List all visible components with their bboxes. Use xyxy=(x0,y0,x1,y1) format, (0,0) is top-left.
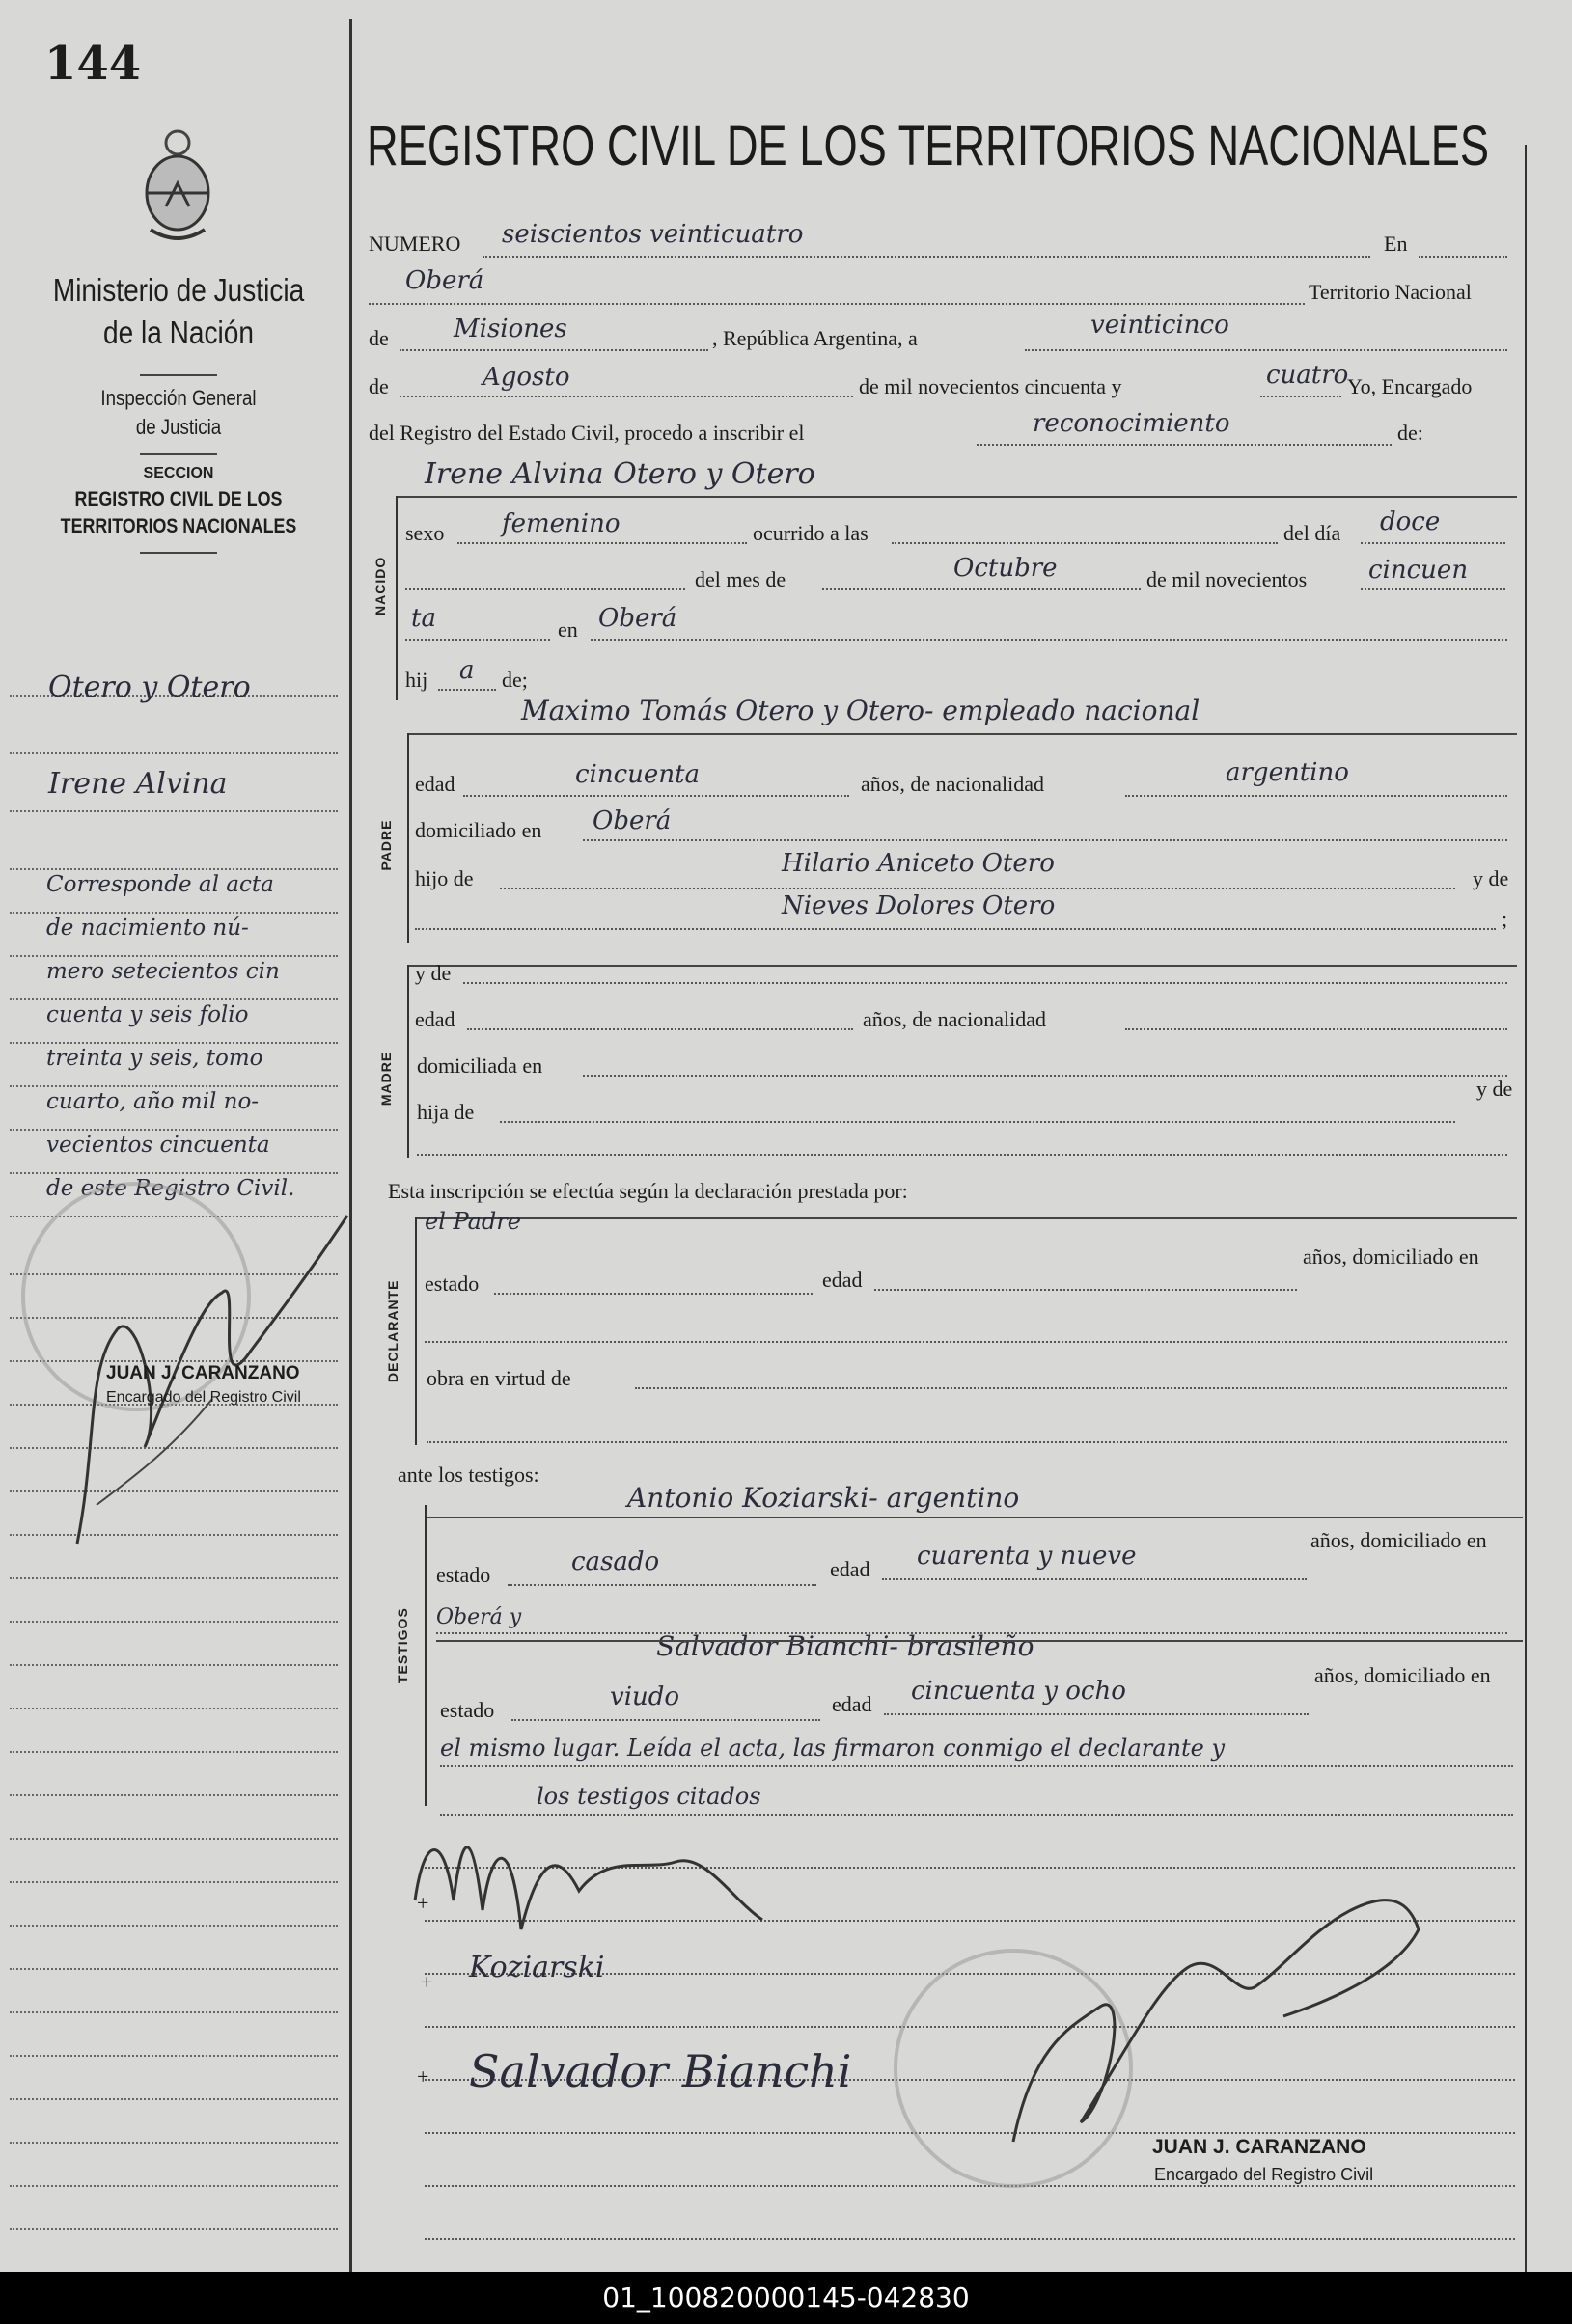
hij-value: a xyxy=(459,656,475,685)
hij-label: hij xyxy=(405,668,428,692)
w1-anos-label: años, domiciliado en xyxy=(1310,1528,1487,1552)
dia-value: doce xyxy=(1380,507,1441,536)
mil-label: de mil novecientos cincuenta y xyxy=(859,374,1122,398)
madre-edad-label: edad xyxy=(415,1007,455,1031)
page-title: REGISTRO CIVIL DE LOS TERRITORIOS NACIONALES xyxy=(367,115,1490,178)
padre-side-label: PADRE xyxy=(378,819,394,871)
place-value: Oberá xyxy=(405,266,484,295)
padre-parent-1: Hilario Aniceto Otero xyxy=(782,849,1055,878)
numero-label: NUMERO xyxy=(369,232,461,256)
madre-domicilio-label: domiciliada en xyxy=(417,1053,543,1078)
margin-note-line: mero setecientos cin xyxy=(46,959,280,984)
de-label: de xyxy=(369,326,389,350)
divider xyxy=(140,453,217,455)
ministry-line-2: de la Nación xyxy=(103,314,254,350)
nacido-lugar: Oberá xyxy=(598,604,677,633)
en-label: en xyxy=(558,617,578,642)
witness-1-name: Antonio Koziarski- argentino xyxy=(627,1482,1020,1514)
inspection-line-2: de Justicia xyxy=(135,415,222,439)
nacido-side-label: NACIDO xyxy=(372,556,388,615)
signature-left xyxy=(58,1158,376,1563)
witness-2-edad: cincuenta y ocho xyxy=(911,1677,1126,1706)
section-line-1: REGISTRO CIVIL DE LOS xyxy=(74,488,283,510)
witness-2-estado: viudo xyxy=(610,1682,680,1711)
signature-mark: + xyxy=(421,1970,433,1994)
ministry-line-1: Ministerio de Justicia xyxy=(52,272,305,308)
padre-domicilio: Oberá xyxy=(593,807,672,835)
section-line-2: TERRITORIOS NACIONALES xyxy=(60,515,297,537)
right-border xyxy=(1525,145,1527,2272)
madre-y-de-end-label: y de xyxy=(1476,1077,1513,1101)
inspection-line-1: Inspección General xyxy=(100,386,257,410)
w2-edad-label: edad xyxy=(832,1692,872,1716)
madre-side-label: MADRE xyxy=(378,1051,394,1107)
padre-name: Maximo Tomás Otero y Otero- empleado nacional xyxy=(521,695,1200,726)
republica-label: , República Argentina, a xyxy=(712,326,918,350)
inscripcion-label: Esta inscripción se efectúa según la declaración prestada por: xyxy=(388,1179,908,1203)
numero-value: seiscientos veinticuatro xyxy=(502,220,804,249)
signature-registrar xyxy=(994,1852,1438,2180)
declarante-edad-label: edad xyxy=(822,1268,863,1292)
w1-edad-label: edad xyxy=(830,1557,870,1581)
padre-edad: cincuenta xyxy=(575,760,701,789)
divider xyxy=(140,552,217,554)
madre-hija-de-label: hija de xyxy=(417,1100,475,1124)
signature-bianchi: Salvador Bianchi xyxy=(469,2045,852,2097)
w2-estado-label: estado xyxy=(440,1698,495,1722)
margin-note-line: treinta y seis, tomo xyxy=(46,1046,263,1071)
sexo-label: sexo xyxy=(405,521,445,545)
ante-testigos-label: ante los testigos: xyxy=(398,1463,539,1487)
y-de-label: y de xyxy=(1473,866,1509,890)
declarant-value: el Padre xyxy=(425,1208,521,1235)
anos-label: años, de nacionalidad xyxy=(861,772,1044,796)
month-value: Agosto xyxy=(483,363,570,392)
act-value: reconocimiento xyxy=(1033,409,1230,438)
signature-mark: + xyxy=(417,1891,429,1915)
margin-divider xyxy=(349,19,352,2272)
closing-line-1: el mismo lugar. Leída el acta, las firmaron conmigo el declarante y xyxy=(440,1735,1226,1762)
footer-id: 01_100820000145-042830 xyxy=(0,2272,1572,2324)
page-number: 144 xyxy=(44,37,142,91)
mes-value: Octubre xyxy=(953,554,1058,583)
margin-given-name: Irene Alvina xyxy=(48,767,228,801)
declarante-side-label: DECLARANTE xyxy=(385,1279,400,1382)
margin-note-line: de nacimiento nú- xyxy=(46,916,249,941)
margin-note-line: Corresponde al acta xyxy=(46,872,274,897)
domicilio-label: domiciliado en xyxy=(415,818,542,842)
padre-nacionalidad: argentino xyxy=(1226,758,1349,787)
closing-line-2: los testigos citados xyxy=(537,1783,761,1810)
day-value: veinticinco xyxy=(1090,311,1229,340)
witness-1-edad: cuarenta y nueve xyxy=(917,1542,1137,1571)
registrar-stamp-name-main: JUAN J. CARANZANO xyxy=(1152,2136,1366,2158)
semicolon: ; xyxy=(1502,907,1508,931)
section-label: SECCION xyxy=(143,465,214,481)
de-label: de; xyxy=(502,668,528,692)
witness-2-name: Salvador Bianchi- brasileño xyxy=(656,1630,1034,1662)
margin-note-line: de este Registro Civil. xyxy=(46,1176,295,1201)
signature-koziarski: Koziarski xyxy=(469,1951,605,1984)
del-dia-label: del día xyxy=(1283,521,1341,545)
testigos-side-label: TESTIGOS xyxy=(395,1607,410,1683)
registrar-stamp-role-main: Encargado del Registro Civil xyxy=(1154,2165,1374,2184)
margin-note-line: vecientos cincuenta xyxy=(46,1133,270,1158)
del-mes-label: del mes de xyxy=(695,567,786,591)
signature-mark: + xyxy=(417,2064,429,2089)
divider xyxy=(140,374,217,376)
mil-novecientos-label: de mil novecientos xyxy=(1146,567,1308,591)
nacido-year-a: cincuen xyxy=(1368,556,1469,585)
de-colon: de: xyxy=(1397,421,1423,445)
de-label: de xyxy=(369,374,389,398)
declarante-estado-label: estado xyxy=(425,1271,480,1296)
ocurrido-label: ocurrido a las xyxy=(753,521,869,545)
coat-of-arms-icon xyxy=(137,123,218,247)
hijo-de-label: hijo de xyxy=(415,866,474,890)
obra-label: obra en virtud de xyxy=(427,1366,571,1390)
territorio-label: Territorio Nacional xyxy=(1309,280,1472,304)
madre-anos-label: años, de nacionalidad xyxy=(863,1007,1046,1031)
witness-1-domicilio: Oberá y xyxy=(436,1605,522,1629)
year-value: cuatro xyxy=(1266,361,1349,390)
en-label: En xyxy=(1384,232,1408,256)
w1-estado-label: estado xyxy=(436,1563,491,1587)
registrar-stamp-role: Encargado del Registro Civil xyxy=(106,1389,301,1406)
territory-value: Misiones xyxy=(454,314,567,343)
sexo-value: femenino xyxy=(502,509,621,538)
nacido-year-b: ta xyxy=(411,604,436,633)
padre-parent-2: Nieves Dolores Otero xyxy=(782,891,1056,920)
edad-label: edad xyxy=(415,772,455,796)
margin-note-line: cuarto, año mil no- xyxy=(46,1089,260,1114)
nacido-name: Irene Alvina Otero y Otero xyxy=(425,457,815,491)
declarante-anos-label: años, domiciliado en xyxy=(1303,1244,1479,1269)
w2-anos-label: años, domiciliado en xyxy=(1314,1663,1491,1687)
witness-1-estado: casado xyxy=(571,1547,660,1576)
registro-label: del Registro del Estado Civil, procedo a inscribir el xyxy=(369,421,805,445)
signature-declarant xyxy=(405,1794,772,1949)
madre-y-de-label: y de xyxy=(415,961,452,985)
yo-label: Yo, Encargado xyxy=(1347,374,1473,398)
margin-note-line: cuenta y seis folio xyxy=(46,1002,249,1027)
margin-surname: Otero y Otero xyxy=(48,670,251,704)
registrar-stamp-name: JUAN J. CARANZANO xyxy=(106,1363,300,1383)
